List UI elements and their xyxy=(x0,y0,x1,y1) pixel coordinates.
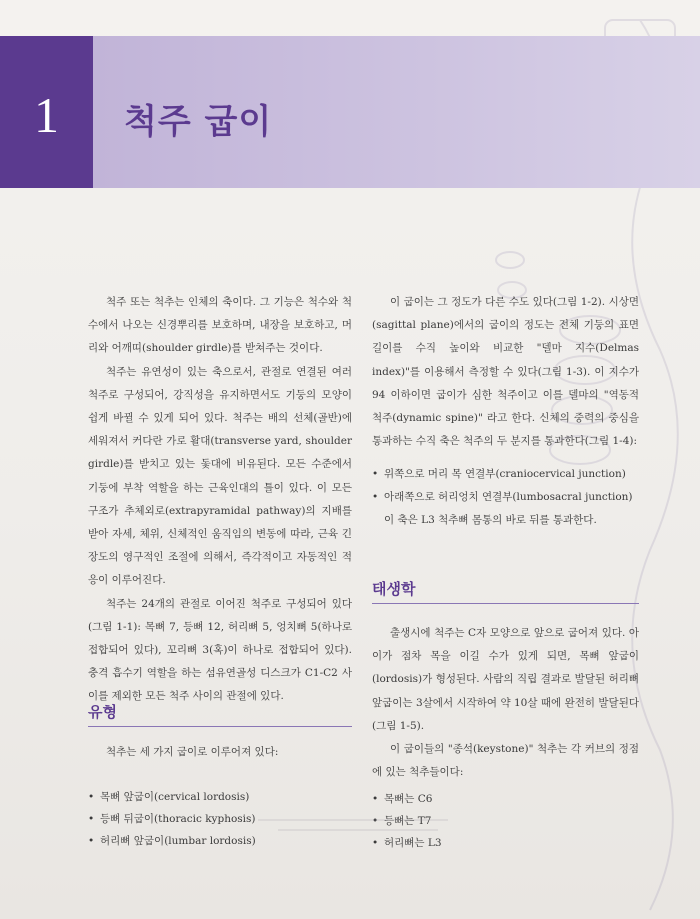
body-paragraph: 이 굽이는 그 정도가 다른 수도 있다(그림 1-2). 시상면(sagittal plane)에서의 굽이의 정도는 전체 기둥의 표면 길이를 수직 높이와 비교한 "델마 지수(Delmas index)"를 이용해서 측정할 수 있다(그림 1-3). 이 지수가 94 이하이면 굽이가 심한 척주이고 이를 델마의 "역동적 척주(dynamic spine)" 라고 한다. 신체의 중력의 중심을 통과하는 수직 축은 척주의 두 분지를 통과한다(그림 1-4): xyxy=(372,296,639,448)
list-item: • 등뼈는 T7 xyxy=(372,815,432,827)
body-paragraph: 척주 또는 척추는 인체의 축이다. 그 기능은 척수와 척수에서 나오는 신경뿌리를 보호하며, 내장을 보호하고, 머리와 어깨띠(shoulder girdle)를 받쳐주는 것이다. xyxy=(88,296,352,355)
right-column xyxy=(372,291,639,532)
list-item: • 아래쪽으로 허리엉치 연결부(lumbosacral junction) xyxy=(372,491,633,504)
list-item: • 허리뼈 앞굽이(lumbar lordosis) xyxy=(88,835,256,847)
list-item: • 위쪽으로 머리 목 연결부(craniocervical junction) xyxy=(372,468,626,481)
chapter-number: 1 xyxy=(34,87,59,143)
section-heading-embryology: 태생학 xyxy=(372,578,639,604)
body-paragraph: 척주는 유연성이 있는 축으로서, 관절로 연결된 여러 척주로 구성되어, 강직성을 유지하면서도 기둥의 모양이 쉽게 바뀔 수 있게 되어 있다. 척주는 배의 선체(골반)에 세워져서 커다란 가로 활대(transverse yard, shoulder girdle)를 받치고 있는 돛대에 비유된다. 모든 수준에서 기둥에 부착 역할을 하는 근육인대의 틀이 있다. 이 모든 구조가 추체외로(extrapyramidal pathway)의 지배를 받아 자세, 체위, 신체적인 움직임의 변동에 따라, 근육 긴장도의 영구적인 조절에 의해서, 즉각적이고 자동적인 적응이 이루어진다. xyxy=(88,365,352,587)
list-item: • 목뼈 앞굽이(cervical lordosis) xyxy=(88,791,250,803)
body-paragraph: 출생시에 척주는 C자 모양으로 앞으로 굽어져 있다. 아이가 점차 목을 이길 수가 있게 되면, 목뼈 앞굽이(lordosis)가 형성된다. 사람의 직립 결과로 발달된 허리뼈 앞굽이는 3살에서 시작하여 약 10살 때에 완전히 발달된다(그림 1-5). xyxy=(372,627,639,732)
types-intro-text: 척추는 세 가지 굽이로 이루어져 있다: xyxy=(106,746,279,758)
body-paragraph: 척주는 24개의 관절로 이어진 척주로 구성되어 있다(그림 1-1): 목뼈 7, 등뼈 12, 허리뼈 5, 엉치뼈 5(하나로 접합되어 있다), 꼬리뼈 3(혹)이 하나로 접합되어 있다). 충격 흡수기 역할을 하는 섬유연골성 디스크가 C1-C2 사이를 제외한 모든 척주 사이의 관절에 있다. xyxy=(88,597,352,703)
junction-list xyxy=(372,463,639,532)
list-item: • 등뼈 뒤굽이(thoracic kyphosis) xyxy=(88,813,256,825)
chapter-title: 척주 굽이 xyxy=(124,102,273,142)
embryology-text xyxy=(372,622,639,784)
section-embryology xyxy=(372,578,639,784)
bleed-through-text xyxy=(258,812,448,842)
section-types xyxy=(88,701,352,727)
left-column xyxy=(88,291,352,709)
list-item: • 허리뼈는 L3 xyxy=(372,837,442,849)
body-paragraph: 이 굽이들의 "종석(keystone)" 척추는 각 커브의 정점에 있는 척추들이다: xyxy=(372,743,639,779)
junction-note: 이 축은 L3 척추뼈 몸통의 바로 뒤를 통과한다. xyxy=(384,514,597,527)
chapter-header-band xyxy=(0,36,700,188)
list-item: • 목뼈는 C6 xyxy=(372,793,433,805)
section-heading-types: 유형 xyxy=(88,701,352,727)
